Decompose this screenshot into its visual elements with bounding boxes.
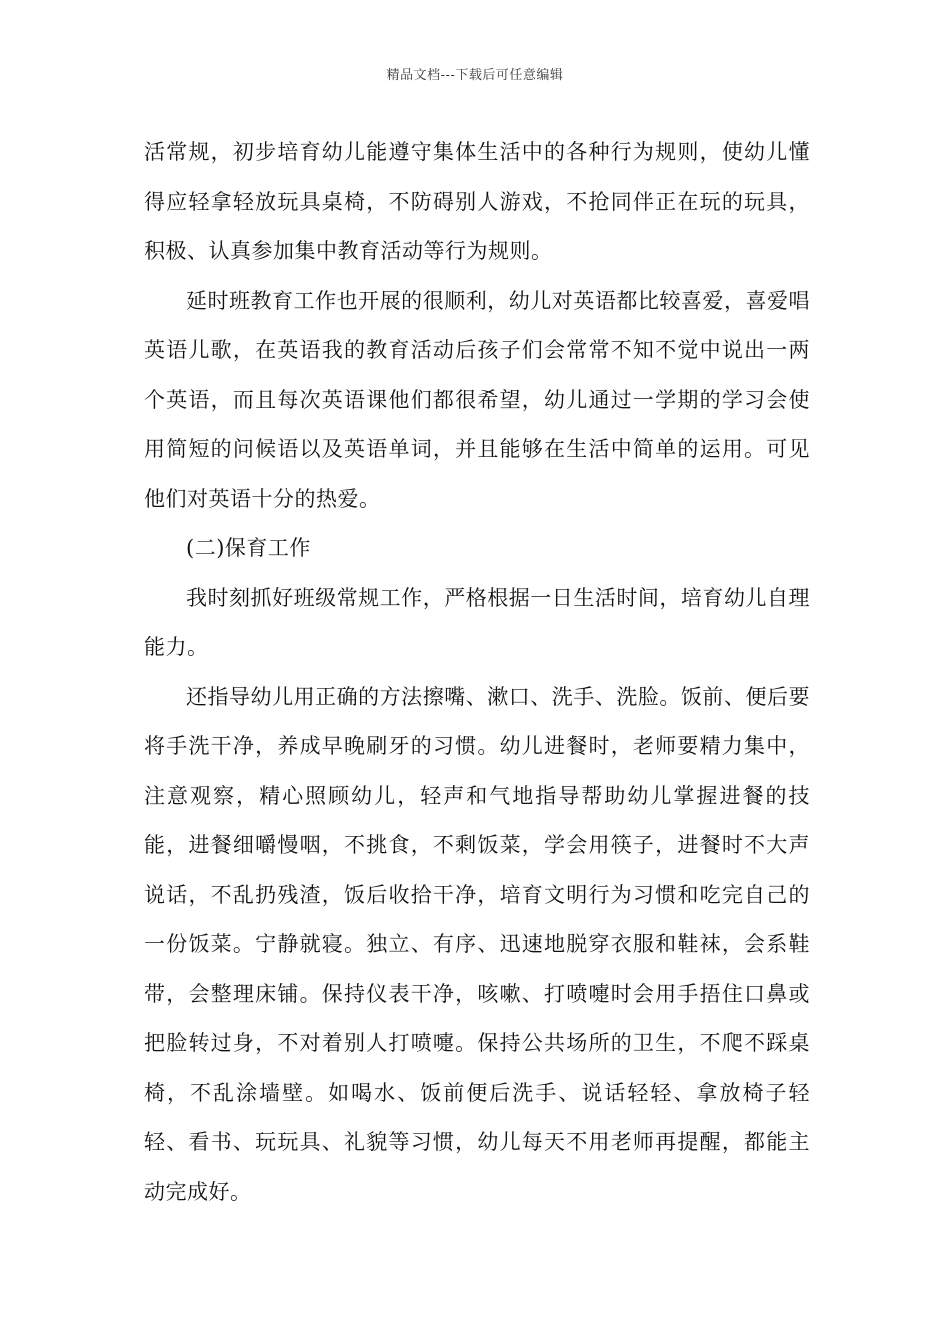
- section-heading-care-work: (二)保育工作: [186, 536, 311, 560]
- paragraph-english-class: 延时班教育工作也开展的很顺利，幼儿对英语都比较喜爱，喜爱唱英语儿歌，在英语我的教育活动后孩子们会常常不知不觉中说出一两个英语，而且每次英语课他们都很希望，幼儿通过一学期的学习会使用简短的问候语以及英语单词，并且能够在生活中简单的运用。可见他们对英语十分的热爱。: [144, 288, 810, 511]
- paragraph-hygiene-habits: 还指导幼儿用正确的方法擦嘴、漱口、洗手、洗脸。饭前、便后要将手洗干净，养成早晚刷牙的习惯。幼儿进餐时，老师要精力集中，注意观察，精心照顾幼儿，轻声和气地指导帮助幼儿掌握进餐的技能，进餐细嚼慢咽，不挑食，不剩饭菜，学会用筷子，进餐时不大声说话，不乱扔残渣，饭后收拾干净，培育文明行为习惯和吃完自己的一份饭菜。宁静就寝。独立、有序、迅速地脱穿衣服和鞋袜，会系鞋带，会整理床铺。保持仪表干净，咳嗽、打喷嚏时会用手捂住口鼻或把脸转过身，不对着别人打喷嚏。保持公共场所的卫生，不爬不踩桌椅，不乱涂墙壁。如喝水、饭前便后洗手、说话轻轻、拿放椅子轻轻、看书、玩玩具、礼貌等习惯，幼儿每天不用老师再提醒，都能主动完成好。: [144, 684, 810, 1204]
- document-body: [144, 128, 810, 1217]
- page-header: 精品文档---下载后可任意编辑: [386, 68, 564, 83]
- paragraph-routine-work: 我时刻抓好班级常规工作，严格根据一日生活时间，培育幼儿自理能力。: [144, 585, 810, 659]
- paragraph-continuation: 活常规，初步培育幼儿能遵守集体生活中的各种行为规则，使幼儿懂得应轻拿轻放玩具桌椅，不防碍别人游戏，不抢同伴正在玩的玩具，积极、认真参加集中教育活动等行为规则。: [144, 140, 810, 263]
